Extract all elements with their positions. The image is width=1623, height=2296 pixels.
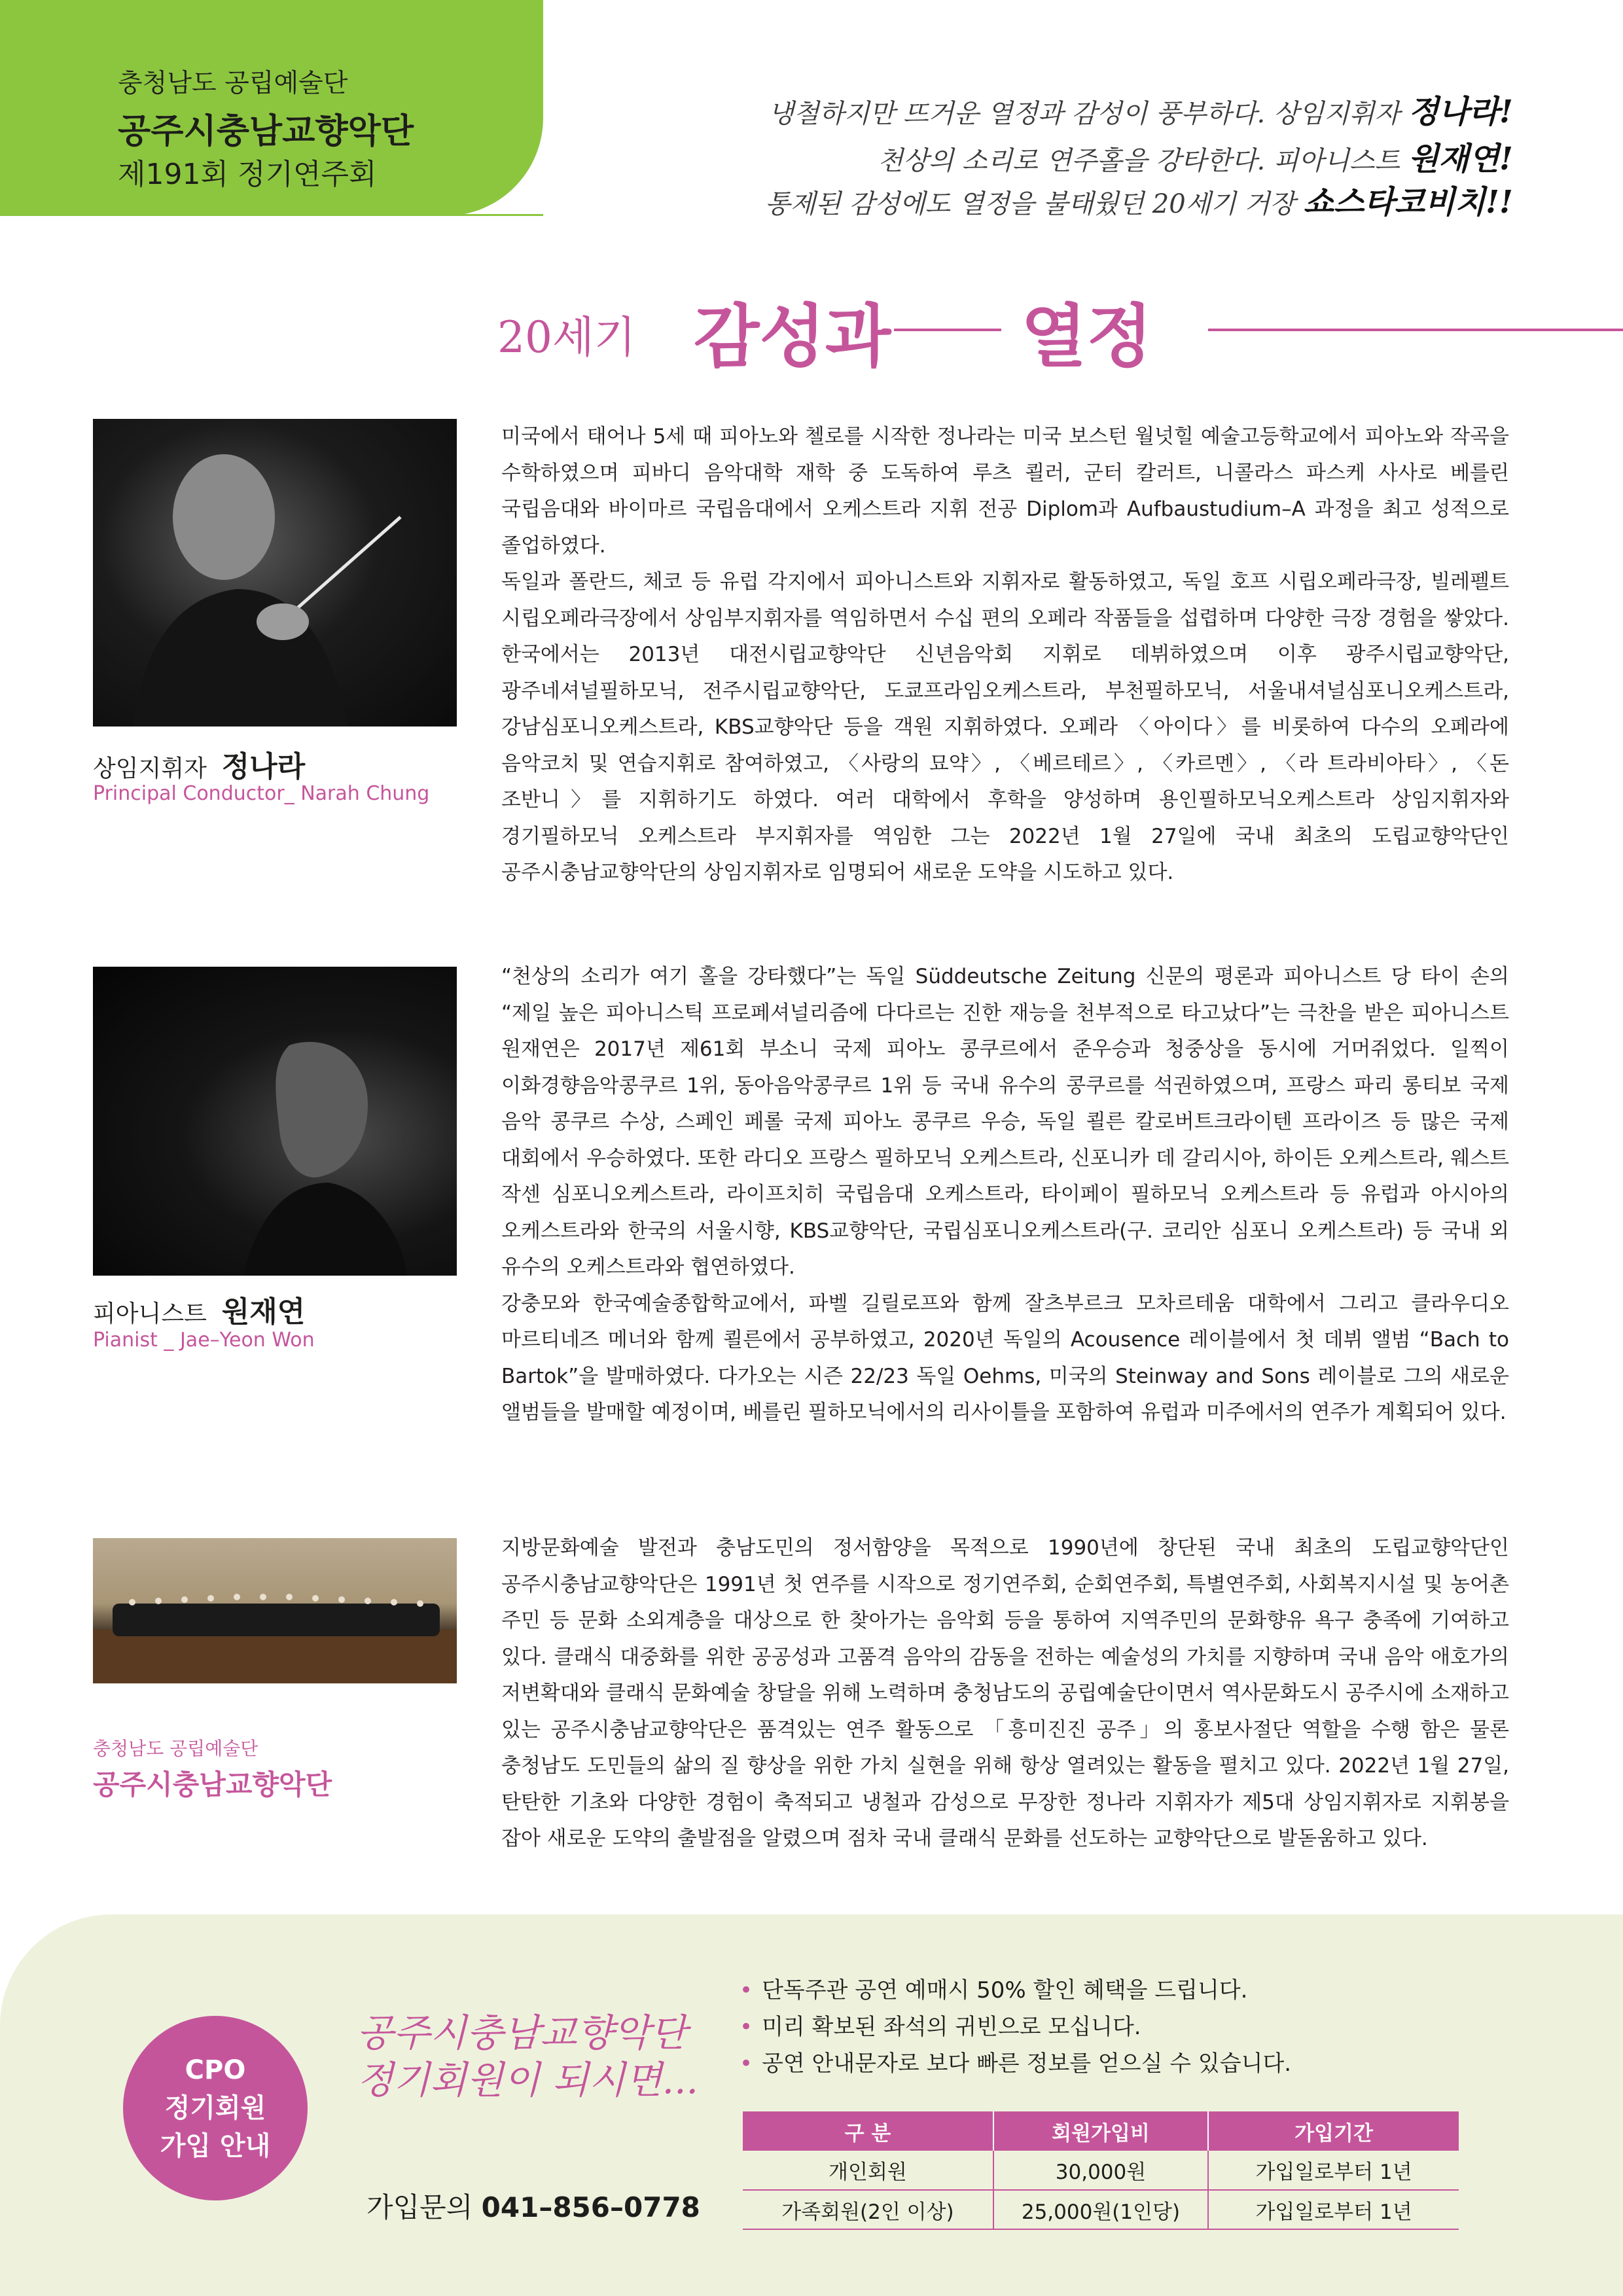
intro-line [878, 134, 1513, 179]
orchestra-org: 충청남도 공립예술단 [93, 1738, 259, 1759]
table-header-row [743, 2111, 1459, 2151]
bio-paragraph: 미국에서 태어나 5세 때 피아노와 첼로를 시작한 정나라는 미국 보스턴 월넛힐 예술고등학교에서 피아노와 작곡을 수학하였으며 피바디 음악대학 재학 중 도독하여 루츠 쾰러, 군터 칼러트, 니콜라스 파스케 사사로 베를린 국립음대와 바이마르 국립음대에서 오케스트라 지휘 전공 Diplom과 Aufbaustudium–A 과정을 최고 성적으로 졸업하였다. [501, 425, 1509, 558]
table-cell: 개인회원 [743, 2151, 993, 2190]
pianist-photo [93, 967, 457, 1276]
table-cell: 가입일로부터 1년 [1208, 2190, 1459, 2229]
column-header: 가입기간 [1208, 2111, 1459, 2151]
title-word-passion: 열정 [1021, 296, 1152, 376]
pianist-caption [93, 1288, 305, 1330]
contact-info [366, 2186, 700, 2225]
bullet-icon: • [740, 2014, 753, 2040]
header-concert-title: 제191회 정기연주회 [118, 158, 377, 191]
header-orchestra-name: 공주시충남교향악단 [118, 112, 414, 151]
orchestra-stage [93, 1538, 457, 1683]
title-word-emotion: 감성과 [694, 296, 891, 376]
conductor-name: 정나라 [221, 750, 306, 783]
header-org: 충청남도 공립예술단 [118, 69, 348, 98]
title-century: 20세기 [497, 312, 636, 363]
intro-emphasis: 쇼스타코비치!! [1303, 184, 1513, 221]
pianist-english-name: Pianist _ Jae–Yeon Won [93, 1329, 315, 1352]
contact-label: 가입문의 [366, 2191, 473, 2223]
orchestra-name: 공주시충남교향악단 [93, 1768, 332, 1801]
membership-title-line: 정기회원이 되시면... [357, 2058, 698, 2102]
intro-text: 천상의 소리로 연주홀을 강타한다. 피아니스트 [878, 146, 1408, 176]
intro-text: 냉철하지만 뜨거운 열정과 감성이 풍부하다. 상임지휘자 [768, 99, 1408, 129]
benefit-text: 공연 안내문자로 보다 빠른 정보를 얻으실 수 있습니다. [762, 2051, 1292, 2077]
table-cell: 30,000원 [993, 2151, 1208, 2190]
header-tab [0, 0, 543, 216]
badge-line: CPO [185, 2055, 246, 2085]
pianist-name: 원재연 [221, 1295, 306, 1329]
membership-title-line: 공주시충남교향악단 [357, 2011, 687, 2055]
intro-text: 통제된 감성에도 열정을 불태웠던 20세기 거장 [764, 189, 1304, 219]
table-cell: 25,000원(1인당) [993, 2190, 1208, 2229]
conductor-english-name: Principal Conductor_ Narah Chung [93, 782, 430, 805]
intro-emphasis: 원재연! [1408, 141, 1513, 177]
title-dash [894, 329, 1001, 331]
benefit-text: 미리 확보된 좌석의 귀빈으로 모십니다. [762, 2014, 1141, 2040]
bio-paragraph: “천상의 소리가 여기 홀을 강타했다”는 독일 Süddeutsche Zeitung 신문의 평론과 피아니스트 당 타이 손의 “제일 높은 피아니스틱 프로페셔널리즘에 다다르는 진한 재능을 천부적으로 타고났다”는 극찬을 받은 피아니스트 원재연은 2017년 제61회 부소니 국제 피아노 콩쿠르에서 준우승과 청중상을 동시에 거머쥐었다. 일찍이 이화경향음악콩쿠르 1위, 동아음악콩쿠르 1위 등 국내 유수의 콩쿠르를 석권하였으며, 프랑스 파리 롱티보 국제 음악 콩쿠르 수상, 스페인 페롤 국제 피아노 콩쿠르 우승, 독일 쾰른 칼로버트크라이텐 프라이즈 등 많은 국제 대회에서 우승하였다. 또한 라디오 프랑스 필하모닉 오케스트라, 신포니카 데 갈리시아, 하이든 오케스트라, 웨스트 작센 심포니오케스트라, 라이프치히 국립음대 오케스트라, 타이페이 필하모닉 오케스트라 등 유럽과 아시아의 오케스트라와 한국의 서울시향, KBS교향악단, 국립심포니오케스트라(구. 코리안 심포니 오케스트라) 등 국내 외 유수의 오케스트라와 협연하였다. [501, 965, 1509, 1279]
bullet-icon: • [740, 2051, 753, 2077]
intro-line [768, 86, 1513, 132]
benefit-item [740, 1972, 1291, 2009]
membership-badge [123, 2016, 308, 2200]
pianist-role: 피아니스트 [93, 1300, 207, 1327]
conductor-role: 상임지휘자 [93, 755, 207, 782]
table-cell: 가입일로부터 1년 [1208, 2151, 1459, 2190]
table-row [743, 2190, 1459, 2229]
table-row [743, 2151, 1459, 2190]
benefit-text: 단독주관 공연 예매시 50% 할인 혜택을 드립니다. [762, 1977, 1248, 2003]
membership-fee-table [743, 2111, 1459, 2230]
title-rule [1208, 329, 1623, 331]
column-header: 구 분 [743, 2111, 993, 2151]
bio-paragraph: 독일과 폴란드, 체코 등 유럽 각지에서 피아니스트와 지휘자로 활동하였고, 독일 호프 시립오페라극장, 빌레펠트 시립오페라극장에서 상임부지휘자를 역임하면서 수십 편의 오페라 작품들을 섭렵하며 다양한 극장 경험을 쌓았다. 한국에서는 2013년 대전시립교향악단 신년음악회 지휘로 데뷔하였으며 이후 광주시립교향악단, 광주네셔널필하모닉, 전주시립교향악단, 도쿄프라임오케스트라, 부천필하모닉, 서울내셔널심포니오케스트라, 강남심포니오케스트라, KBS교향악단 등을 객원 지휘하였다. 오페라 〈아이다〉를 비롯하여 다수의 오페라에 음악코치 및 연습지휘로 참여하였고, 〈사랑의 묘약〉, 〈베르테르〉, 〈카르멘〉, 〈라 트라비아타〉, 〈돈 조반니〉를 지휘하기도 하였다. 여러 대학에서 후학을 양성하며 용인필하모닉오케스트라 상임지휘자와 경기필하모닉 오케스트라 부지휘자를 역임한 그는 2022년 1월 27일에 국내 최초의 도립교향악단인 공주시충남교향악단의 상임지휘자로 임명되어 새로운 도약을 시도하고 있다. [501, 570, 1509, 884]
intro-emphasis: 정나라! [1408, 94, 1513, 130]
pianist-bio [501, 959, 1509, 1431]
column-header: 회원가입비 [993, 2111, 1208, 2151]
conductor-silhouette [93, 419, 457, 726]
page-title [497, 275, 1623, 376]
intro-line [765, 177, 1513, 222]
bio-paragraph: 강충모와 한국예술종합학교에서, 파벨 길릴로프와 함께 잘츠부르크 모차르테움 대학에서 그리고 클라우디오 마르티네즈 메너와 함께 쾰른에서 공부하였고, 2020년 독일의 Acousence 레이블에서 첫 데뷔 앨범 “Bach to Bartok”을 발매하였다. 다가오는 시즌 22/23 독일 Oehms, 미국의 Steinway and Sons 레이블로 그의 새로운 앨범들을 발매할 예정이며, 베를린 필하모닉에서의 리사이틀을 포함하여 유럽과 미주에서의 연주가 계획되어 있다. [501, 1291, 1509, 1424]
bullet-icon: • [740, 1977, 753, 2003]
orchestra-bio [501, 1530, 1509, 1857]
benefits-list [740, 1972, 1291, 2082]
orchestra-photo [93, 1538, 457, 1683]
benefit-item [740, 2045, 1291, 2082]
conductor-bio [501, 419, 1509, 891]
membership-title [357, 2009, 698, 2104]
contact-number: 041–856–0778 [481, 2191, 700, 2223]
badge-line: 정기회원 [164, 2093, 266, 2123]
conductor-caption [93, 743, 305, 785]
badge-line: 가입 안내 [160, 2131, 271, 2161]
pianist-silhouette [93, 967, 457, 1276]
bio-paragraph: 지방문화예술 발전과 충남도민의 정서함양을 목적으로 1990년에 창단된 국내 최초의 도립교향악단인 공주시충남교향악단은 1991년 첫 연주를 시작으로 정기연주회, 순회연주회, 특별연주회, 사회복지시설 및 농어촌 주민 등 문화 소외계층을 대상으로 한 찾아가는 음악회 등을 통하여 지역주민의 문화향유 욕구 충족에 기여하고 있다. 클래식 대중화를 위한 공공성과 고품격 음악의 감동을 전하는 예술성의 가치를 지향하며 국내 음악 애호가의 저변확대와 클래식 문화예술 창달을 위해 노력하며 충청남도의 공립예술단이면서 역사문화도시 공주시에 소재하고 있는 공주시충남교향악단은 품격있는 연주 활동으로 「흥미진진 공주」의 홍보사절단 역할을 수행 함은 물론 충청남도 도민들의 삶의 질 향상을 위한 가치 실현을 위해 항상 열려있는 활동을 펼치고 있다. 2022년 1월 27일, 탄탄한 기초와 다양한 경험이 축적되고 냉철과 감성으로 무장한 정나라 지휘자가 제5대 상임지휘자로 지휘봉을 잡아 새로운 도약의 출발점을 알렸으며 점차 국내 클래식 문화를 선도하는 교향악단으로 발돋움하고 있다. [501, 1536, 1509, 1850]
benefit-item [740, 2009, 1291, 2045]
conductor-photo [93, 419, 457, 726]
table-cell: 가족회원(2인 이상) [743, 2190, 993, 2229]
